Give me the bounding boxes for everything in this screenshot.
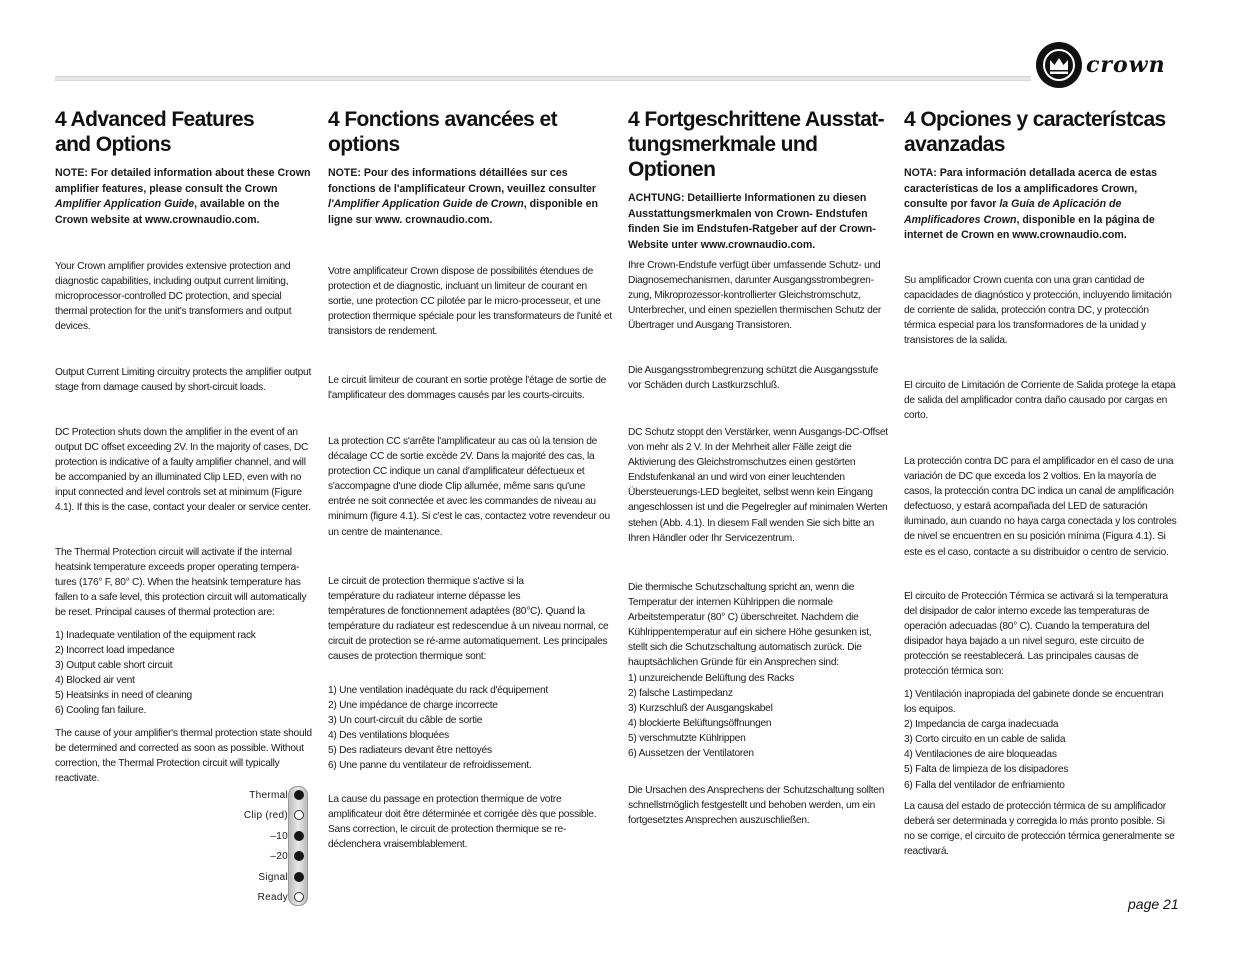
led-on-icon	[294, 831, 304, 841]
paragraph: Die Ausgangsstrombegrenzung schützt die Ausgangsstufe vor Schäden durch Lastkurzschluß.	[628, 365, 879, 392]
paragraph: La cause du passage en protection thermique de votre amplificateur doit être déterminée et corrigée dès que possible. Sans correction, le circuit de protection thermique se re-déclenchera vraisemblablement.	[328, 794, 597, 851]
column-german	[628, 107, 890, 827]
led-row-signal: Signal	[216, 870, 310, 884]
paragraph: El circuito de Protección Térmica se activará si la temperatura del disipador de calor interno excede las temperaturas de operación adecuadas (80° C). Cuando la temperatura del disipador haya bajado a un nivel seguro, este circuito de protección se reestablecerá. Las principales causas de protección térmica son:	[904, 591, 1168, 678]
paragraph: El circuito de Limitación de Corriente de Salida protege la etapa de salida del amplificador contra daño causado por cargas en corto.	[904, 380, 1176, 422]
section-title: 4 Advanced Features and Options	[55, 108, 255, 156]
note-text: ACHTUNG: Detaillierte Informationen zu diesen Ausstattungsmerkmalen von Crown- Endstufen finden Sie im Endstufen-Ratgeber auf der Crown-Website unter www.crownaudio.com.	[628, 192, 876, 251]
logo-wordmark: crown	[1086, 52, 1166, 78]
paragraph: Le circuit limiteur de courant en sortie protège l'étage de sortie de l'amplificateur des dommages causés par les courts-circuits.	[328, 375, 607, 402]
paragraph: Die Ursachen des Ansprechens der Schutzschaltung sollten schnellstmöglich festgestellt und behoben werden, um ein fortgesetztes Ansprechen auszuschließen.	[628, 785, 885, 827]
paragraph: Le circuit de protection thermique s'active si la température du radiateur interne dépasse les températures de fonctionnement adaptées (80°C). Quand la température du radiateur est redescendue à un niveau normal, ce circuit de protection se ré-arme automatiquement. Les principales causes de protection thermique sont:	[328, 576, 609, 663]
paragraph: Die thermische Schutzschaltung spricht an, wenn die Temperatur der internen Kühlrippen die normale Arbeitstemperatur (80° C) überschreitet. Nachdem die Kühlrippentemperatur auf ein sichere Höhe gesunken ist, stellt sich die Schutzschaltung automatisch zurück. Die hauptsächlichen Gründe für ein Ansprechen sind: 1) unzureichende Belüftung des Racks 2) falsche Lastimpedanz 3) Kurzschluß der Ausgangskabel 4) blockierte Belüftungsöffnungen 5) verschmutzte Kühlrippen 6) Aussetzen der Ventilatoren	[628, 582, 872, 760]
led-off-icon	[294, 892, 304, 902]
note-text: NOTE: For detailed information about these Crown amplifier features, please consult the Crown Amplifier Application Guide, available on the Crown website at www.crownaudio.com.	[55, 167, 311, 226]
paragraph: La protection CC s'arrête l'amplificateur au cas où la tension de décalage CC de sortie excède 2V. Dans la majorité des cas, la protection CC indique un canal d'amplificateur défectueux et s'accompagne d'une diode Clip allumée, même sans qu'une entrée ne soit connectée et avec les commandes de niveau au minimum (figure 4.1). Si c'est le cas, contactez votre revendeur ou un centre de maintenance.	[328, 436, 610, 538]
led-off-icon	[294, 810, 304, 820]
paragraph: Output Current Limiting circuitry protects the amplifier output stage from damage caused by short-circuit loads.	[55, 367, 312, 394]
note-text: NOTA: Para información detallada acerca de estas características de los a amplificadores Crown, consulte por favor la Guía de Aplicación de Amplificadores Crown, disponible en la página de internet de Crown en www.crownaudio.com.	[904, 167, 1157, 241]
section-title: 4 Fonctions avancées et options	[328, 108, 557, 156]
column-english	[55, 107, 313, 785]
crown-emblem-icon	[1036, 42, 1082, 88]
column-spanish	[904, 107, 1178, 858]
led-row-minus20: –20	[216, 849, 310, 863]
section-title: 4 Fortgeschrittene Ausstat- tungsmerkmale und Optionen	[628, 108, 885, 181]
led-indicator-figure	[214, 788, 310, 906]
led-on-icon	[294, 851, 304, 861]
paragraph: DC Schutz stoppt den Verstärker, wenn Ausgangs-DC-Offset von mehr als 2 V. In der Mehrheit aller Fälle zeigt die Aktivierung des Gleichstromschutzes einen gestörten Endstufenkanal an und wird von einer leuchtenden Übersteuerungs-LED begleitet, selbst wenn kein Eingang angeschlossen ist und die Pegelregler auf minimalen Werten stehen (Abb. 4.1). In diesem Fall wenden Sie sich bitte an Ihren Händler oder Ihr Servicezentrum.	[628, 427, 888, 544]
note-text: NOTE: Pour des informations détaillées sur ces fonctions de l'amplificateur Crown, veuillez consulter l'Amplifier Application Guide de Crown, disponible en ligne sur www. crownaudio.com.	[328, 167, 598, 226]
paragraph: Ihre Crown-Endstufe verfügt über umfassende Schutz- und Diagnosemechanismen, darunter Ausgangsstrombegren-zung, Mikroprozessor-kontrollierter Gleichstromschutz, Unterbrecher, und einen speziellen thermischen Schutz der Übertrager und Ausgang Transistoren.	[628, 260, 882, 332]
led-row-minus10: –10	[216, 829, 310, 843]
list: 1) Ventilación inapropiada del gabinete donde se encuentran los equipos. 2) Impedancia de carga inadecuada 3) Corto circuito en un cable de salida 4) Ventilaciones de aire bloqueadas 5) Falta de limpieza de los disipadores 6) Falla del ventilador de enfriamiento	[904, 689, 1164, 791]
led-row-clip: Clip (red)	[216, 808, 310, 822]
paragraph: The Thermal Protection circuit will activate if the internal heatsink temperature exceeds proper operating tempera-tures (176° F, 80° C). When the heatsink temperature has fallen to a safe level, this protection circuit will automatically be reset. Principal causes of thermal protection are:	[55, 547, 307, 619]
paragraph: La causa del estado de protección térmica de su amplificador deberá ser determinada y corregida lo más pronto posible. Si no se corrige, el circuito de protección térmica generalmente se reactivará.	[904, 801, 1175, 858]
led-strip	[288, 786, 308, 906]
paragraph: Votre amplificateur Crown dispose de possibilités étendues de protection et de diagnostic, incluant un limiteur de courant en sortie, une protection CC pilotée par le micro-processeur, et une protection thermique spéciale pour les transformateurs de l'unité et transistors de rendement.	[328, 266, 612, 338]
column-french	[328, 107, 612, 851]
paragraph: DC Protection shuts down the amplifier in the event of an output DC offset exceeding 2V. In the majority of cases, DC protection is indicative of a faulty amplifier channel, and will be accompanied by an illuminated Clip LED, even with no input connected and level controls set at minimum (Figure 4.1). If this is the case, contact your dealer or service center.	[55, 427, 311, 514]
led-on-icon	[294, 790, 304, 800]
led-row-ready: Ready	[216, 890, 310, 904]
header-rule	[55, 76, 1031, 81]
page-number: page 21	[1128, 896, 1179, 912]
paragraph: Your Crown amplifier provides extensive protection and diagnostic capabilities, including output current limiting, microprocessor-controlled DC protection, and special thermal protection for the unit's transformers and output devices.	[55, 261, 292, 333]
led-row-thermal: Thermal	[216, 788, 310, 802]
list: 1) Inadequate ventilation of the equipment rack 2) Incorrect load impedance 3) Output cable short circuit 4) Blocked air vent 5) Heatsinks in need of cleaning 6) Cooling fan failure.	[55, 630, 256, 717]
section-title: 4 Opciones y característcas avanzadas	[904, 108, 1166, 156]
paragraph: La protección contra DC para el amplificador en el caso de una variación de DC que exceda los 2 voltios. En la mayoría de casos, la protección contra DC indica un canal de amplificación defectuoso, y estará acompañada del LED de saturación iluminado, aun cuando no haya carga conectada y los controles de nivel se encuentren en su posición mínima (Figura 4.1). Si este es el caso, contacte a su distribuidor o centro de servicio.	[904, 456, 1177, 558]
paragraph: Su amplificador Crown cuenta con una gran cantidad de capacidades de diagnóstico y protección, incluyendo limitación de corriente de salida, protección contra DC, y protección térmica especial para los transformadores de la unidad y transistores de la salida.	[904, 275, 1172, 347]
paragraph: The cause of your amplifier's thermal protection state should be determined and corrected as soon as possible. Without correction, the Thermal Protection circuit will typically reactivate.	[55, 728, 312, 785]
list: 1) Une ventilation inadéquate du rack d'équipement 2) Une impédance de charge incorrecte 3) Un court-circuit du câble de sortie 4) Des ventilations bloquées 5) Des radiateurs devant être nettoyés 6) Une panne du ventilateur de refroidissement.	[328, 685, 548, 772]
crown-logo	[1036, 40, 1186, 90]
led-on-icon	[294, 872, 304, 882]
